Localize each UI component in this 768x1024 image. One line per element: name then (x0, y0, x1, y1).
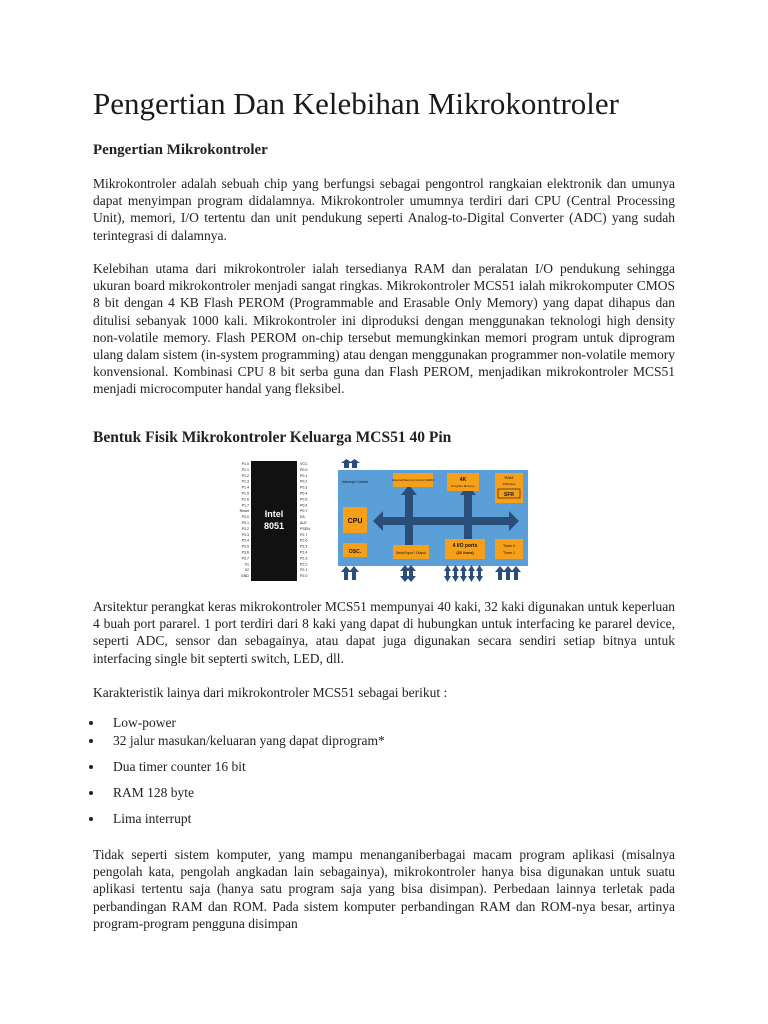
bullet-icon (89, 739, 93, 743)
block-diagram (338, 459, 528, 582)
paragraph-architecture: Arsitektur perangkat keras mikrokontroler MCS51 mempunyai 40 kaki, 32 kaki digunakan untuk keperluan 4 buah port pararel. 1 port terdiri dari 8 kaki yang dapat di hubungkan untuk interfacing ke pararel device, seperti ADC, sensor dan sebagainya, atau dapat juga digunakan secara sendiri setiap bitnya untuk interfacing single bit septerti switch, LED, dll. (93, 599, 675, 666)
block-io-ports: 4 I/O ports (452, 543, 478, 549)
list-item: Lima interrupt (113, 810, 191, 827)
pin-label: P2.6 (300, 538, 308, 543)
pin-label: P1.1 (241, 467, 249, 472)
pin-label: P3.7 (241, 556, 249, 561)
pin-label: P0.5 (300, 497, 308, 502)
pin-label: P3.2 (241, 526, 249, 531)
pin-label: P0.4 (300, 491, 308, 496)
chip-label-model: 8051 (263, 521, 285, 531)
pin-label: P1.4 (241, 485, 249, 490)
pin-label: P0.7 (300, 509, 308, 514)
list-item: Low-power (113, 714, 176, 731)
bullet-icon (89, 791, 93, 795)
pin-label: X1 (244, 562, 249, 567)
pin-label: P1.2 (241, 473, 249, 478)
pin-label: P3.3 (241, 532, 249, 537)
section-heading-bentuk-fisik: Bentuk Fisik Mikrokontroler Keluarga MCS51 40 Pin (93, 429, 452, 446)
chip-label-brand: Intel (264, 509, 284, 519)
pin-label: P0.6 (300, 503, 308, 508)
block-ram-size: 128 bytes (502, 482, 516, 486)
block-sfr: SFR (504, 492, 514, 498)
pin-label: P0.3 (300, 485, 308, 490)
block-cpu: CPU (347, 518, 363, 525)
pin-label: P3.0 (241, 515, 249, 520)
pin-label: X2 (244, 568, 249, 573)
pin-label: P2.2 (300, 562, 308, 567)
block-program-memory: Program Memory (451, 484, 475, 488)
pin-label: VCC (300, 462, 308, 466)
bullet-icon (89, 765, 93, 769)
pin-label: P3.1 (241, 521, 249, 525)
pin-label: P3.5 (241, 544, 249, 549)
pin-label: PSEN (300, 526, 310, 531)
pin-label: P0.2 (300, 479, 308, 484)
list-item: 32 jalur masukan/keluaran yang dapat diprogram* (113, 732, 385, 749)
paragraph-characteristics-intro: Karakteristik lainya dari mikrokontroler MCS51 sebagai berikut : (93, 685, 448, 700)
block-osc: OSC. (348, 549, 362, 555)
up-down-arrow-icon (341, 459, 360, 468)
pin-label: P1.0 (241, 462, 249, 466)
block-timer1: Timer 1 (502, 551, 516, 555)
paragraph-definition: Mikrokontroler adalah sebuah chip yang berfungsi sebagai pengontrol rangkaian elektronik dan umunya dapat menyimpan program didalamnya. Mikrokontroler umumnya terdiri dari CPU (Central Processing Unit), memori, I/O tertentu dan unit pendukung seperti Analog-to-Digital Converter (ADC) yang sudah terintegrasi di dalamnya. (93, 176, 675, 243)
pin-label: P2.5 (300, 544, 308, 549)
block-ext-mem: External Memory Control (EMC) (391, 478, 435, 482)
pin-label: P3.4 (241, 538, 249, 543)
list-item: RAM 128 byte (113, 784, 194, 801)
pin-label: P1.3 (241, 479, 249, 484)
pin-label: Reset (239, 509, 249, 514)
pin-label: P1.5 (241, 491, 249, 496)
ic-chip (240, 461, 311, 581)
block-timer0: Timer 0 (502, 544, 516, 548)
pin-label: P2.7 (300, 532, 308, 537)
pin-label: P1.7 (241, 503, 249, 508)
pin-label: P0.1 (300, 473, 308, 478)
bullet-icon (89, 721, 93, 725)
pin-label: EA (300, 515, 305, 520)
pin-label: GND (241, 574, 249, 579)
block-serial: Serial Input / Output (395, 551, 427, 555)
mcs51-figure (233, 459, 533, 583)
pin-label: P2.4 (300, 550, 308, 555)
pins-right (300, 462, 310, 578)
pin-label: P0.0 (300, 467, 308, 472)
block-io-lines: (32 lines) (456, 550, 474, 555)
block-ram: RAM (504, 475, 514, 480)
block-interrupt: Interrupt Control (342, 480, 368, 484)
bullet-icon (89, 817, 93, 821)
pin-label: P1.6 (241, 497, 249, 502)
bottom-arrows-icon (341, 565, 521, 582)
block-4k: 4K (459, 477, 467, 483)
pin-label: P2.1 (300, 568, 308, 573)
pin-label: ALE (300, 521, 307, 525)
section-heading-pengertian: Pengertian Mikrokontroler (93, 142, 268, 158)
pin-label: P2.3 (300, 556, 308, 561)
paragraph-advantages: Kelebihan utama dari mikrokontroler ialah tersedianya RAM dan peralatan I/O pendukung sehingga ukuran board mikrokontroler menjadi sangat ringkas. Mikrokontroler MCS51 ialah mikrokomputer CMOS 8 bit dengan 4 KB Flash PEROM (Programmable and Erasable Only Memory) yang dapat dihapus dan ditulisi sebanyak 1000 kali. Mikrokontroler ini diproduksi dengan menggunakan teknologi high density non-volatile memory. Flash PEROM on-chip tersebut memungkinkan memori program untuk diprogram ulang dalam sistem (in-system programming) atau dengan menggunakan programmer non-volatile memory konvensional. Kombinasi CPU 8 bit serba guna dan Flash PEROM, menjadikan mikrokontroler MCS51 menjadi microcomputer handal yang fleksibel. (93, 261, 675, 397)
pins-left (240, 462, 250, 578)
page-title: Pengertian Dan Kelebihan Mikrokontroler (93, 86, 619, 121)
paragraph-comparison: Tidak seperti sistem komputer, yang mampu menanganiberbagai macam program aplikasi (misalnya pengolah kata, pengolah angkadan lain sebagainya), mikrokontroler hanya bisa digunakan untuk suatu aplikasi tertentu saja (hanya satu program saja yang bisa disimpan). Perbedaan lainnya terletak pada perbandingan RAM dan ROM. Pada sistem komputer perbandingan RAM dan ROM-nya besar, artinya program-program pengguna disimpan (93, 847, 675, 931)
pin-label: P2.0 (300, 574, 308, 579)
list-item: Dua timer counter 16 bit (113, 758, 246, 775)
pin-label: P3.6 (241, 550, 249, 555)
